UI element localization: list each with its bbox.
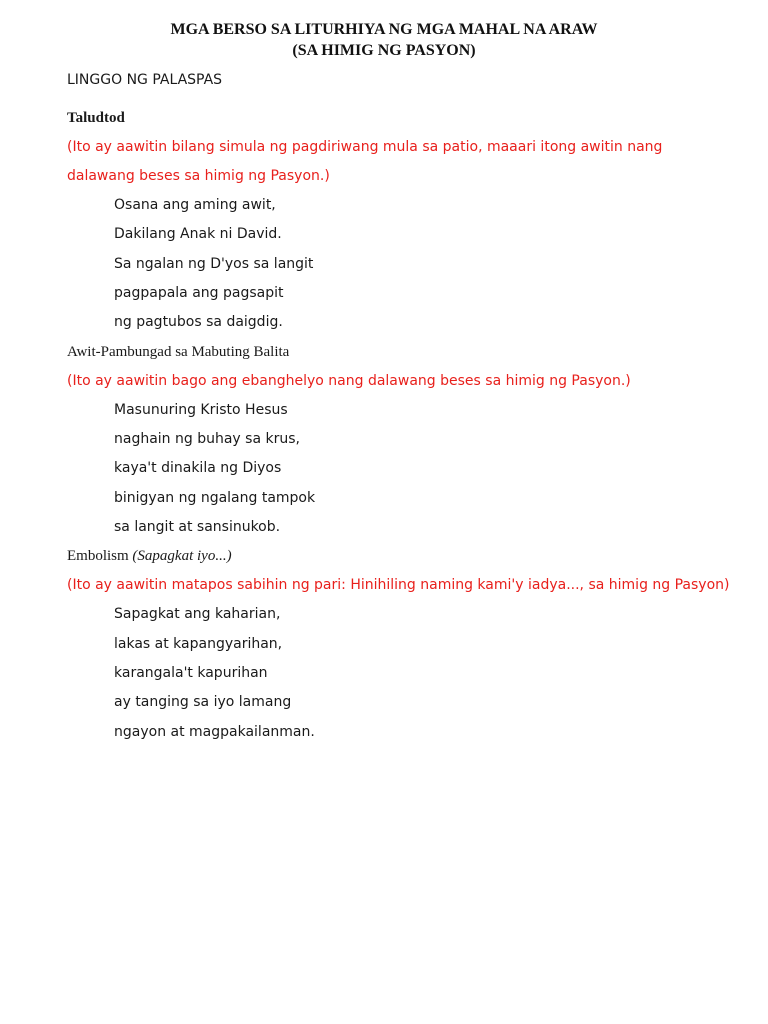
awit-note: (Ito ay aawitin bago ang ebanghelyo nang dalawang beses sa himig ng Pasyon.): [67, 373, 631, 389]
verse-line: pagpapala ang pagsapit: [114, 285, 284, 301]
document-title: MGA BERSO SA LITURHIYA NG MGA MAHAL NA ARAW: [170, 21, 598, 38]
section-heading: LINGGO NG PALASPAS: [67, 72, 223, 88]
verse-line: lakas at kapangyarihan,: [114, 636, 283, 652]
embolism-note: (Ito ay aawitin matapos sabihin ng pari: Hinihiling naming kami'y iadya..., sa himig ng Pasyon): [67, 577, 730, 593]
verse-line: Masunuring Kristo Hesus: [114, 402, 288, 418]
embolism-heading-text: Embolism: [67, 548, 129, 564]
embolism-heading-italic: (Sapagkat iyo...): [132, 548, 232, 564]
verse-line: ay tanging sa iyo lamang: [114, 694, 292, 710]
verse-line: naghain ng buhay sa krus,: [114, 431, 300, 447]
verse-line: binigyan ng ngalang tampok: [114, 490, 316, 506]
verse-line: Osana ang aming awit,: [114, 197, 276, 213]
verse-line: Sapagkat ang kaharian,: [114, 606, 281, 622]
verse-line: sa langit at sansinukob.: [114, 519, 281, 535]
taludtod-heading: Taludtod: [67, 110, 125, 126]
taludtod-note-line2: dalawang beses sa himig ng Pasyon.): [67, 168, 330, 184]
verse-line: karangala't kapurihan: [114, 665, 268, 681]
verse-line: Dakilang Anak ni David.: [114, 226, 282, 242]
verse-line: ngayon at magpakailanman.: [114, 724, 315, 740]
verse-line: kaya't dinakila ng Diyos: [114, 460, 282, 476]
document-subtitle: (SA HIMIG NG PASYON): [292, 42, 476, 59]
taludtod-note-line1: (Ito ay aawitin bilang simula ng pagdiriwang mula sa patio, maaari itong awitin nang: [67, 139, 663, 155]
embolism-heading: [67, 546, 232, 566]
awit-heading: Awit-Pambungad sa Mabuting Balita: [67, 344, 290, 360]
verse-line: ng pagtubos sa daigdig.: [114, 314, 283, 330]
verse-line: Sa ngalan ng D'yos sa langit: [114, 256, 314, 272]
